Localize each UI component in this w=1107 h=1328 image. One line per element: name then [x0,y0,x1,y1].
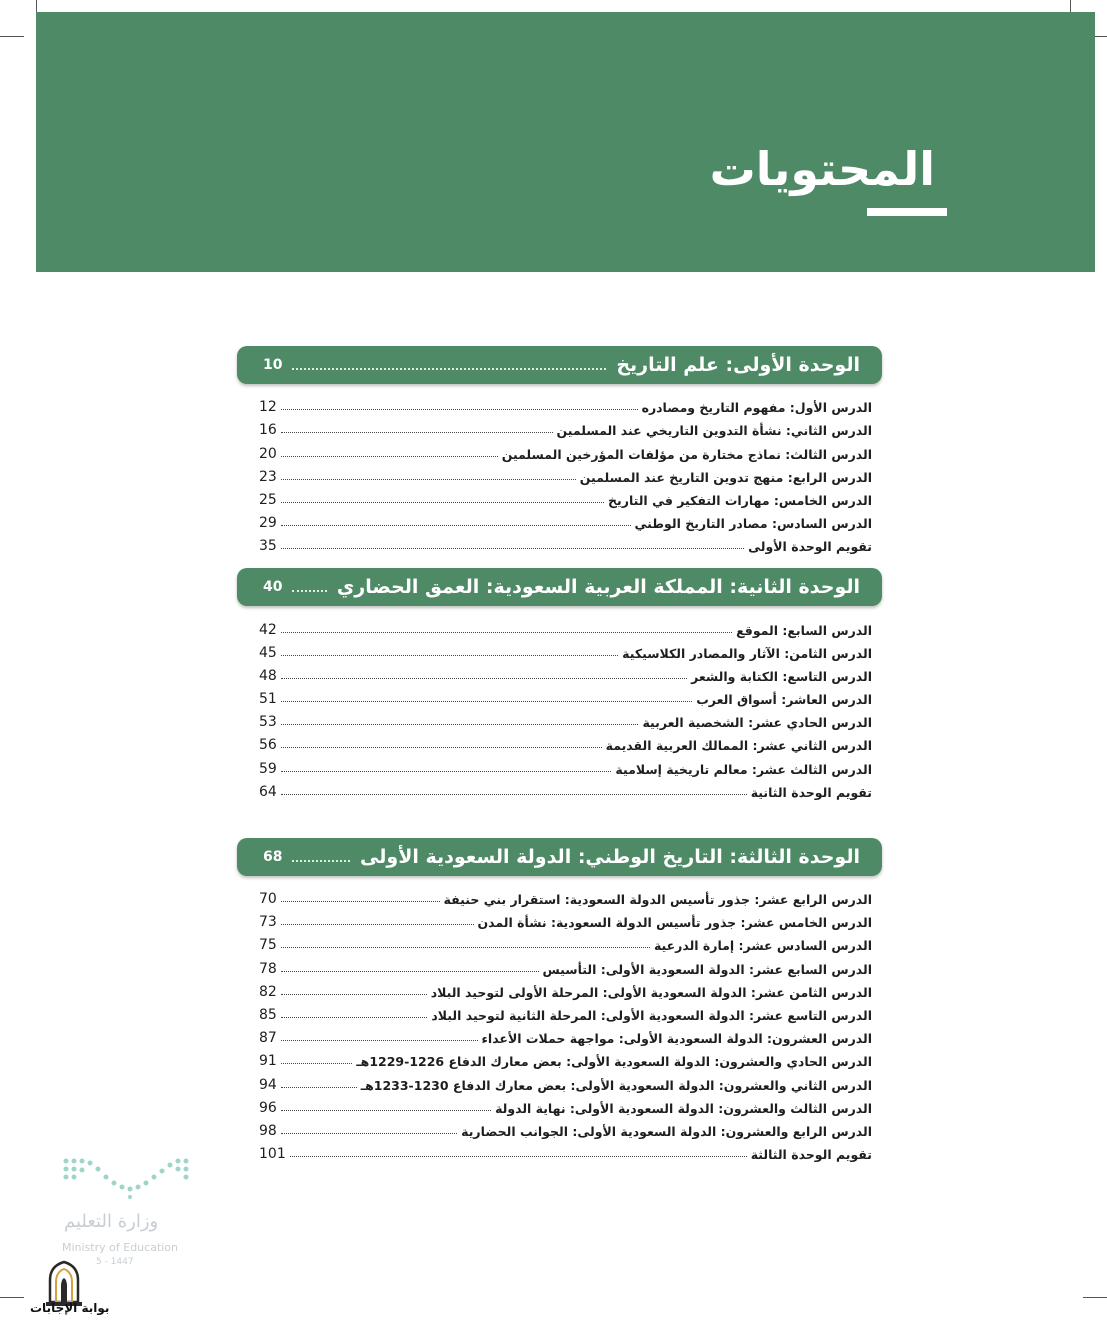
lesson-page-number: 98 [259,1122,277,1139]
dot-leader [281,724,639,725]
lesson-page-number: 96 [259,1099,277,1116]
lesson-label: الدرس العاشر: أسواق العرب [696,692,872,708]
lesson-page-number: 25 [259,491,277,508]
dot-leader [281,1017,428,1018]
dot-leader [281,456,498,457]
lesson-label: الدرس السادس: مصادر التاريخ الوطني [634,516,872,532]
crop-mark [0,1297,24,1298]
dot-leader [281,794,747,795]
lesson-row[interactable] [259,614,872,637]
lesson-row[interactable] [259,438,872,461]
dot-leader [281,1063,353,1064]
dot-leader [281,655,618,656]
lesson-label: الدرس الثالث: نماذج مختارة من مؤلفات المؤرخين المسلمين [501,446,872,462]
dot-leader [281,479,576,480]
lesson-row[interactable] [259,1093,872,1116]
lesson-page-number: 64 [259,783,277,800]
lesson-row[interactable] [259,462,872,485]
lesson-page-number: 94 [259,1076,277,1093]
lesson-page-number: 75 [259,937,277,954]
lesson-page-number: 70 [259,891,277,907]
lesson-label: الدرس الأول: مفهوم التاريخ ومصادره [641,400,872,416]
lesson-row[interactable] [259,707,872,730]
lesson-row[interactable] [259,1116,872,1139]
lesson-page-number: 35 [259,538,277,555]
lesson-page-number: 45 [259,644,277,661]
unit-header[interactable] [237,346,882,384]
dot-leader [281,771,612,772]
lesson-page-number: 53 [259,714,277,731]
lesson-label: الدرس الحادي والعشرون: الدولة السعودية الأولى: بعض معارك الدفاع 1226-1229هـ [356,1054,872,1070]
title-underline [867,208,947,216]
dot-leader [281,1040,478,1041]
lesson-label: الدرس السابع عشر: الدولة السعودية الأولى: التأسيس [542,961,872,977]
dot-leader [281,632,732,633]
lesson-label: الدرس الحادي عشر: الشخصية العربية [642,715,872,731]
lesson-page-number: 82 [259,983,277,1000]
lesson-label: الدرس التاسع عشر: الدولة السعودية الأولى: المرحلة الثانية لتوحيد البلاد [431,1007,872,1023]
logo-dots-icon [58,1155,198,1199]
unit-page-number: 10 [263,357,283,373]
dot-leader [281,432,553,433]
unit-leader [292,860,350,862]
lesson-label: الدرس التاسع: الكتابة والشعر [691,668,872,684]
lesson-page-number: 91 [259,1053,277,1070]
lesson-label: الدرس الرابع: منهج تدوين التاريخ عند المسلمين [579,469,872,485]
dot-leader [281,548,744,549]
lesson-row[interactable] [259,777,872,800]
lesson-row[interactable] [259,1000,872,1023]
dot-leader [281,971,539,972]
badge-text: بوابة الإجابات [30,1301,110,1315]
lesson-page-number: 78 [259,960,277,977]
crop-mark [1083,1297,1107,1298]
dot-leader [281,525,631,526]
logo-english-text: Ministry of Education [62,1241,179,1254]
lesson-row[interactable] [259,753,872,776]
unit-leader [292,590,326,592]
lesson-label: الدرس الثالث والعشرون: الدولة السعودية الأولى: نهاية الدولة [495,1100,872,1116]
lesson-row[interactable] [259,977,872,1000]
lesson-page-number: 101 [259,1146,286,1163]
dot-leader [281,747,602,748]
lesson-label: الدرس الثامن: الآثار والمصادر الكلاسيكية [622,645,872,661]
dot-leader [281,924,474,925]
lesson-page-number: 56 [259,737,277,754]
lesson-label: الدرس الثاني: نشأة التدوين التاريخي عند المسلمين [556,423,872,439]
lesson-page-number: 16 [259,422,277,439]
lesson-page-number: 20 [259,445,277,462]
logo-arabic-text: وزارة التعليم [64,1211,159,1232]
lesson-label: الدرس العشرون: الدولة السعودية الأولى: مواجهة حملات الأعداء [481,1031,872,1047]
lesson-label: الدرس الثالث عشر: معالم تاريخية إسلامية [615,761,872,777]
lesson-row[interactable] [259,531,872,554]
lesson-label: الدرس الخامس عشر: جذور تأسيس الدولة السعودية: نشأة المدن [477,915,872,931]
dot-leader [281,1087,357,1088]
lesson-row[interactable] [259,684,872,707]
lesson-row[interactable] [259,485,872,508]
dot-leader [281,701,692,702]
dot-leader [281,409,638,410]
dot-leader [281,994,427,995]
lesson-page-number: 51 [259,691,277,708]
dot-leader [281,947,650,948]
dot-leader [281,901,440,902]
lesson-row[interactable] [259,638,872,661]
unit-header[interactable] [237,838,882,876]
lesson-page-number: 87 [259,1030,277,1047]
lesson-page-number: 12 [259,399,277,416]
lesson-row[interactable] [259,907,872,930]
lesson-row[interactable] [259,1023,872,1046]
lesson-row[interactable] [259,508,872,531]
lesson-label: تقويم الوحدة الأولى [748,539,872,555]
unit-header[interactable] [237,568,882,606]
lesson-row[interactable] [259,953,872,976]
header-banner [36,12,1095,272]
unit-title: الوحدة الأولى: علم التاريخ [616,354,860,376]
lesson-label: الدرس الرابع والعشرون: الدولة السعودية الأولى: الجوانب الحضارية [461,1123,872,1139]
lesson-row[interactable] [259,1046,872,1069]
lesson-label: الدرس الرابع عشر: جذور تأسيس الدولة السعودية: استقرار بني حنيفة [443,892,872,907]
lesson-page-number: 73 [259,914,277,931]
lesson-row[interactable] [259,392,872,415]
lesson-label: تقويم الوحدة الثانية [750,784,872,800]
lesson-page-number: 48 [259,667,277,684]
table-of-contents [237,346,882,1162]
dot-leader [290,1156,747,1157]
unit-title: الوحدة الثالثة: التاريخ الوطني: الدولة السعودية الأولى [360,845,860,868]
lesson-label: تقويم الوحدة الثالثة [750,1147,872,1163]
unit-title: الوحدة الثانية: المملكة العربية السعودية: العمق الحضاري [336,576,860,599]
dot-leader [281,1110,491,1111]
lesson-page-number: 23 [259,468,277,485]
lesson-list [237,606,882,800]
lesson-row[interactable] [259,661,872,684]
lesson-label: الدرس الثاني عشر: الممالك العربية القديمة [605,738,872,754]
lesson-row[interactable] [259,730,872,753]
lesson-page-number: 59 [259,760,277,777]
lesson-label: الدرس الخامس: مهارات التفكير في التاريخ [608,492,872,508]
dot-leader [281,678,687,679]
lesson-label: الدرس السابع: الموقع [736,622,872,638]
lesson-row[interactable] [259,415,872,438]
dot-leader [281,1133,457,1134]
lesson-list [237,384,882,554]
ministry-logo [58,1155,198,1265]
lesson-label: الدرس الثامن عشر: الدولة السعودية الأولى: المرحلة الأولى لتوحيد البلاد [430,984,872,1000]
lesson-label: الدرس الثاني والعشرون: الدولة السعودية الأولى: بعض معارك الدفاع 1230-1233هـ [360,1077,872,1093]
crop-mark [0,36,24,37]
unit-leader [292,368,606,370]
lesson-page-number: 42 [259,621,277,638]
dot-leader [281,502,604,503]
logo-year: 5 - 1447 [96,1257,134,1267]
lesson-page-number: 85 [259,1006,277,1023]
lesson-row[interactable] [259,930,872,953]
lesson-page-number: 29 [259,515,277,532]
lesson-row[interactable] [259,1139,872,1162]
lesson-row[interactable] [259,1069,872,1092]
unit-page-number: 40 [263,579,283,596]
page-title: المحتويات [709,142,935,196]
unit-page-number: 68 [263,848,283,865]
lesson-label: الدرس السادس عشر: إمارة الدرعية [653,938,872,954]
lesson-list [237,876,882,1162]
lesson-row[interactable] [259,884,872,907]
